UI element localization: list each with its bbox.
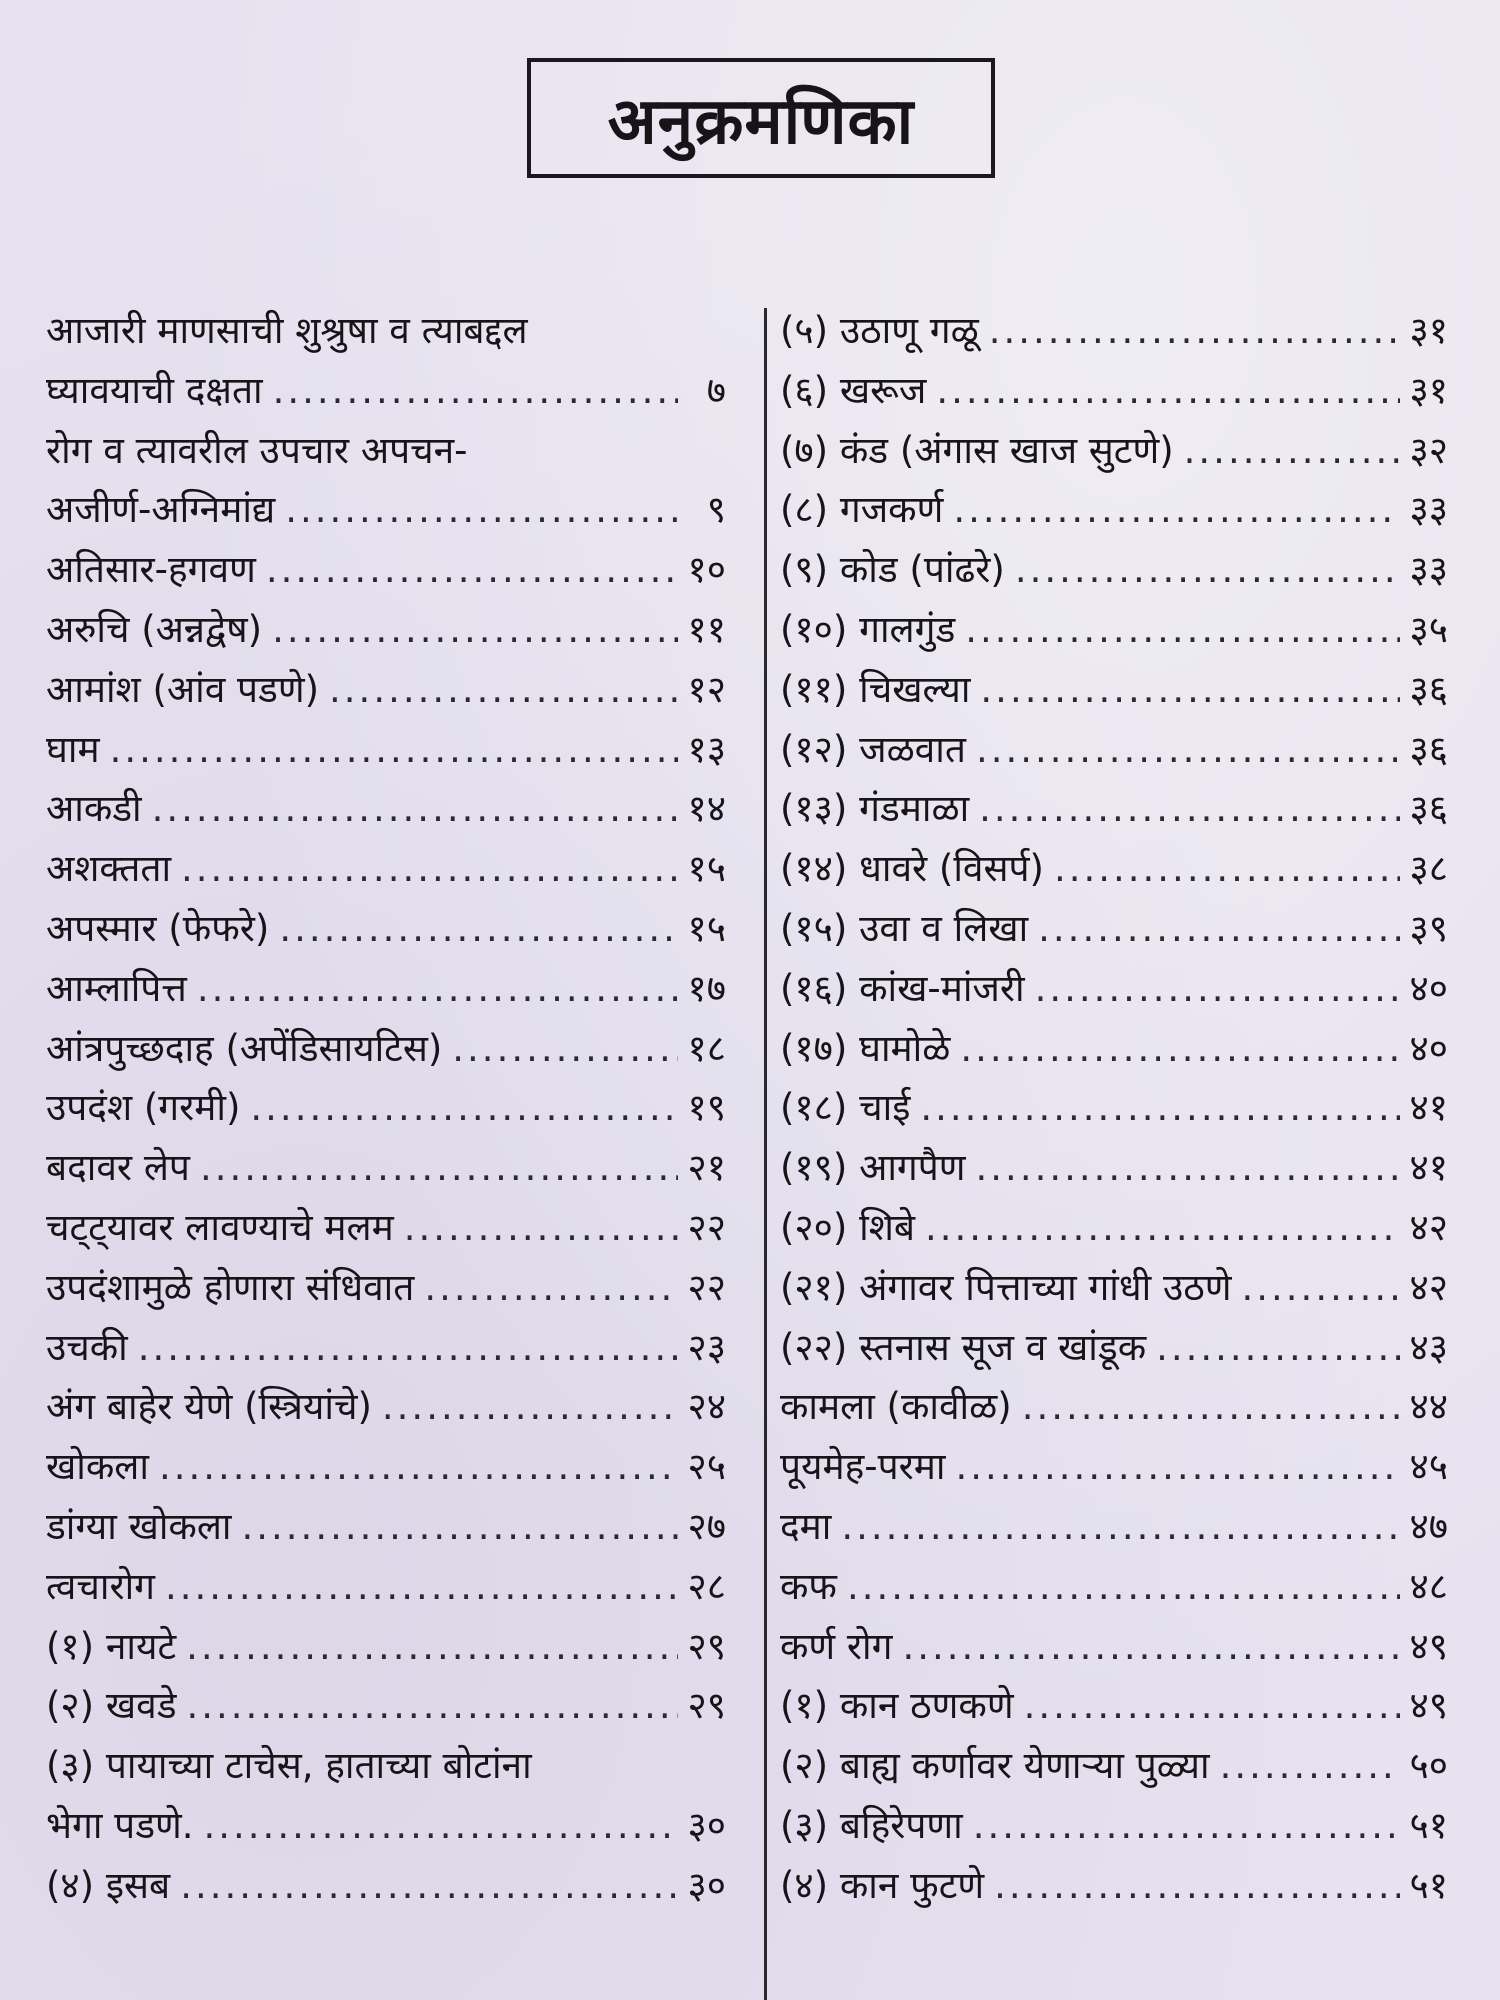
dot-leader — [1184, 421, 1400, 481]
dot-leader — [186, 1617, 678, 1677]
toc-entry — [780, 301, 1448, 361]
toc-entry — [780, 540, 1448, 600]
dot-leader — [902, 1617, 1400, 1677]
dot-leader — [138, 1318, 678, 1378]
toc-entry-label: (१८) चाई — [780, 1086, 911, 1130]
toc-entry — [46, 1557, 726, 1617]
dot-leader — [1022, 1377, 1400, 1437]
dot-leader — [960, 1019, 1400, 1079]
toc-entry — [780, 1019, 1448, 1079]
toc-entry-label: बदावर लेप — [46, 1146, 190, 1190]
toc-entry-label: (१३) गंडमाळा — [780, 787, 970, 831]
toc-entry-label: त्वचारोग — [46, 1564, 156, 1608]
dot-leader — [847, 1557, 1400, 1617]
toc-entry-label: अशक्तता — [46, 847, 172, 891]
toc-entry-label: (१४) धावरे (विसर्प) — [780, 847, 1044, 891]
toc-entry-label: चट्ट्यावर लावण्याचे मलम — [46, 1205, 394, 1249]
toc-entry-label: आजारी माणसाची शुश्रुषा व त्याबद्दल — [46, 309, 528, 352]
toc-entry-page: १८ — [687, 1026, 726, 1070]
toc-entry — [46, 1019, 726, 1079]
toc-entry-page: ४४ — [1409, 1385, 1448, 1429]
dot-leader — [110, 720, 678, 780]
column-divider — [764, 308, 767, 2000]
dot-leader — [187, 1676, 678, 1736]
dot-leader — [1054, 839, 1400, 899]
toc-entry-page: ५० — [1409, 1744, 1448, 1788]
dot-leader — [452, 1019, 678, 1079]
toc-entry-page: ४१ — [1409, 1086, 1448, 1130]
dot-leader — [979, 779, 1400, 839]
toc-entry-page: ४७ — [1409, 1504, 1448, 1548]
toc-entry — [780, 421, 1448, 481]
dot-leader — [1220, 1736, 1400, 1796]
toc-entry-page: ३३ — [1409, 548, 1448, 592]
toc-entry — [46, 1856, 726, 1916]
dot-leader — [976, 1138, 1400, 1198]
toc-entry-label: पूयमेह-परमा — [780, 1445, 946, 1489]
toc-entry — [780, 1437, 1448, 1497]
dot-leader — [272, 600, 678, 660]
toc-entry-label: (२) बाह्य कर्णावर येणाऱ्या पुळ्या — [780, 1744, 1210, 1788]
toc-entry-label: (१९) आगपैण — [780, 1146, 966, 1190]
toc-entry — [780, 1258, 1448, 1318]
dot-leader — [973, 1796, 1400, 1856]
toc-entry-label: आकडी — [46, 787, 142, 831]
toc-entry — [46, 540, 726, 600]
toc-entry-page: २१ — [687, 1146, 726, 1190]
toc-entry-page: ७ — [706, 368, 726, 412]
dot-leader — [159, 1437, 678, 1497]
dot-leader — [152, 779, 678, 839]
toc-entry-label: घ्यावयाची दक्षता — [46, 368, 263, 412]
toc-entry-page: २५ — [687, 1445, 726, 1489]
dot-leader — [994, 1856, 1400, 1916]
dot-leader — [841, 1497, 1400, 1557]
toc-entry-page: २८ — [687, 1564, 726, 1608]
toc-entry — [780, 660, 1448, 720]
toc-entry — [780, 1318, 1448, 1378]
toc-entry — [46, 1437, 726, 1497]
toc-entry-page: ३५ — [1409, 607, 1448, 651]
toc-entry-label: आंत्रपुच्छदाह (अपेंडिसायटिस) — [46, 1026, 443, 1070]
dot-leader — [424, 1258, 678, 1318]
dot-leader — [1242, 1258, 1400, 1318]
toc-entry-label: आमांश (आंव पडणे) — [46, 667, 320, 711]
toc-entry-label: (१) कान ठणकणे — [780, 1684, 1014, 1728]
toc-entry — [780, 361, 1448, 421]
toc-entry — [780, 1856, 1448, 1916]
toc-entry-page: ३२ — [1409, 428, 1448, 472]
toc-entry-page: १० — [687, 548, 726, 592]
toc-entry-label: (५) उठाणू गळू — [780, 309, 979, 352]
toc-entry-page: ४८ — [1409, 1564, 1448, 1608]
toc-entry-page: ४९ — [1409, 1684, 1448, 1728]
toc-entry-page: ३१ — [1409, 368, 1448, 412]
dot-leader — [200, 1138, 678, 1198]
toc-entry-label: उपदंशामुळे होणारा संधिवात — [46, 1265, 415, 1309]
dot-leader — [920, 1078, 1400, 1138]
toc-entry-page: ३९ — [1409, 906, 1448, 950]
dot-leader — [180, 1856, 678, 1916]
toc-entry-page: ३६ — [1409, 727, 1448, 771]
toc-entry-label: (६) खरूज — [780, 368, 927, 412]
toc-entry-page: ३६ — [1409, 667, 1448, 711]
toc-entry — [46, 1377, 726, 1437]
dot-leader — [204, 1796, 678, 1856]
toc-entry-page: २२ — [687, 1205, 726, 1249]
toc-entry-label: (१) नायटे — [46, 1624, 177, 1668]
toc-entry — [780, 779, 1448, 839]
dot-leader — [980, 660, 1400, 720]
dot-leader — [1024, 1676, 1400, 1736]
toc-entry-page: ४२ — [1409, 1265, 1448, 1309]
toc-entry-page: ३३ — [1409, 488, 1448, 532]
toc-entry-page: ४५ — [1409, 1445, 1448, 1489]
toc-entry — [780, 1377, 1448, 1437]
toc-entry-label: कर्ण रोग — [780, 1624, 893, 1668]
toc-entry-page: २९ — [687, 1624, 726, 1668]
dot-leader — [953, 480, 1400, 540]
toc-entry-page: ३८ — [1409, 847, 1448, 891]
toc-entry — [780, 899, 1448, 959]
toc-entry — [780, 720, 1448, 780]
toc-entry-page: २४ — [687, 1385, 726, 1429]
toc-entry-label: अपस्मार (फेफरे) — [46, 906, 270, 950]
toc-entry-page: १७ — [687, 966, 726, 1010]
toc-entry-page: ३० — [687, 1803, 726, 1847]
dot-leader — [989, 301, 1400, 361]
toc-entry — [46, 899, 726, 959]
dot-leader — [1015, 540, 1400, 600]
toc-entry-label: घाम — [46, 727, 100, 771]
toc-entry-label: (१०) गालगुंड — [780, 607, 956, 651]
toc-entry-page: ४० — [1409, 1026, 1448, 1070]
toc-left-column — [46, 301, 726, 1916]
toc-entry — [46, 1198, 726, 1258]
dot-leader — [242, 1497, 678, 1557]
toc-entry-label: (१२) जळवात — [780, 727, 966, 771]
toc-entry — [46, 1736, 726, 1796]
dot-leader — [1038, 899, 1400, 959]
toc-entry-page: १५ — [687, 906, 726, 950]
toc-entry-label: (२) खवडे — [46, 1684, 177, 1728]
dot-leader — [382, 1377, 678, 1437]
toc-entry-label: (२२) स्तनास सूज व खांडूक — [780, 1325, 1147, 1369]
toc-entry-label: कामला (कावीळ) — [780, 1385, 1012, 1429]
toc-entry-page: १२ — [687, 667, 726, 711]
dot-leader — [936, 361, 1400, 421]
toc-entry — [46, 1078, 726, 1138]
toc-entry-label: (४) कान फुटणे — [780, 1863, 985, 1907]
toc-entry-page: २३ — [687, 1325, 726, 1369]
toc-entry — [780, 1198, 1448, 1258]
toc-entry-page: ४२ — [1409, 1205, 1448, 1249]
dot-leader — [285, 480, 678, 540]
toc-entry-label: अजीर्ण-अग्निमांद्य — [46, 488, 276, 532]
dot-leader — [404, 1198, 678, 1258]
dot-leader — [925, 1198, 1400, 1258]
dot-leader — [266, 540, 678, 600]
toc-entry-page: ४१ — [1409, 1146, 1448, 1190]
toc-entry — [46, 1318, 726, 1378]
dot-leader — [965, 600, 1400, 660]
toc-entry-label: रोग व त्यावरील उपचार अपचन- — [46, 428, 468, 472]
toc-entry-label: (३) बहिरेपणा — [780, 1803, 963, 1847]
toc-entry — [46, 480, 726, 540]
toc-entry-page: ३१ — [1409, 309, 1448, 352]
toc-entry-page: १४ — [687, 787, 726, 831]
toc-entry-label: अरुचि (अन्नद्वेष) — [46, 607, 263, 651]
toc-entry-label: (११) चिखल्या — [780, 667, 971, 711]
toc-entry-label: भेगा पडणे. — [46, 1803, 194, 1847]
toc-entry-page: ३६ — [1409, 787, 1448, 831]
toc-entry-label: डांग्या खोकला — [46, 1504, 232, 1548]
toc-entry-page: १९ — [687, 1086, 726, 1130]
toc-right-column — [780, 301, 1448, 1916]
toc-entry — [46, 839, 726, 899]
toc-entry — [780, 1557, 1448, 1617]
dot-leader — [279, 899, 678, 959]
toc-entry — [780, 959, 1448, 1019]
toc-entry — [780, 1617, 1448, 1677]
toc-entry-label: (१७) घामोळे — [780, 1026, 951, 1070]
dot-leader — [1035, 959, 1400, 1019]
toc-entry — [780, 480, 1448, 540]
toc-entry-label: (९) कोड (पांढरे) — [780, 548, 1005, 592]
toc-entry — [780, 1796, 1448, 1856]
dot-leader — [273, 361, 678, 421]
toc-entry-page: ९ — [706, 488, 726, 532]
toc-entry-label: (१६) कांख-मांजरी — [780, 966, 1025, 1010]
toc-entry — [46, 1796, 726, 1856]
toc-entry-label: (२१) अंगावर पित्ताच्या गांधी उठणे — [780, 1265, 1232, 1309]
toc-entry-label: (४) इसब — [46, 1863, 171, 1907]
toc-entry-label: (३) पायाच्या टाचेस, हाताच्या बोटांना — [46, 1744, 532, 1788]
toc-entry-page: ३० — [687, 1863, 726, 1907]
page-title: अनुक्रमणिका — [527, 58, 995, 178]
toc-entry-page: ५१ — [1409, 1863, 1448, 1907]
toc-entry-page: २७ — [687, 1504, 726, 1548]
toc-entry — [46, 421, 726, 481]
dot-leader — [955, 1437, 1400, 1497]
toc-entry-label: (७) कंड (अंगास खाज सुटणे) — [780, 428, 1174, 472]
toc-entry-page: ४३ — [1409, 1325, 1448, 1369]
toc-entry — [780, 1078, 1448, 1138]
toc-entry-label: (२०) शिबे — [780, 1205, 915, 1249]
toc-entry — [46, 1258, 726, 1318]
toc-entry — [780, 1497, 1448, 1557]
toc-entry-page: १३ — [687, 727, 726, 771]
toc-entry-page: ४० — [1409, 966, 1448, 1010]
toc-entry — [46, 1138, 726, 1198]
toc-entry — [46, 959, 726, 1019]
dot-leader — [1156, 1318, 1400, 1378]
toc-entry-page: २२ — [687, 1265, 726, 1309]
dot-leader — [181, 839, 678, 899]
toc-entry-page: ११ — [687, 607, 726, 651]
toc-entry — [46, 600, 726, 660]
toc-entry-page: २९ — [687, 1684, 726, 1728]
toc-entry — [780, 839, 1448, 899]
toc-entry-label: कफ — [780, 1564, 837, 1608]
toc-entry — [46, 301, 726, 361]
toc-entry — [780, 600, 1448, 660]
toc-entry-label: उचकी — [46, 1325, 128, 1369]
toc-entry — [780, 1138, 1448, 1198]
toc-entry — [780, 1676, 1448, 1736]
toc-entry — [46, 779, 726, 839]
toc-entry-label: उपदंश (गरमी) — [46, 1086, 241, 1130]
toc-entry-page: ५१ — [1409, 1803, 1448, 1847]
toc-entry-label: दमा — [780, 1504, 832, 1548]
toc-entry-label: आम्लापित्त — [46, 966, 187, 1010]
dot-leader — [165, 1557, 678, 1617]
toc-entry — [780, 1736, 1448, 1796]
toc-entry-page: १५ — [687, 847, 726, 891]
toc-entry — [46, 361, 726, 421]
toc-entry — [46, 1617, 726, 1677]
toc-entry-label: अतिसार-हगवण — [46, 548, 256, 592]
toc-entry-label: (१५) उवा व लिखा — [780, 906, 1029, 950]
toc-entry-label: खोकला — [46, 1445, 149, 1489]
dot-leader — [197, 959, 678, 1019]
toc-entry-label: अंग बाहेर येणे (स्त्रियांचे) — [46, 1385, 372, 1429]
toc-entry-page: ४९ — [1409, 1624, 1448, 1668]
dot-leader — [329, 660, 678, 720]
toc-entry — [46, 720, 726, 780]
toc-entry — [46, 1676, 726, 1736]
dot-leader — [250, 1078, 678, 1138]
toc-entry — [46, 1497, 726, 1557]
dot-leader — [976, 720, 1400, 780]
toc-entry — [46, 660, 726, 720]
toc-entry-label: (८) गजकर्ण — [780, 488, 944, 532]
